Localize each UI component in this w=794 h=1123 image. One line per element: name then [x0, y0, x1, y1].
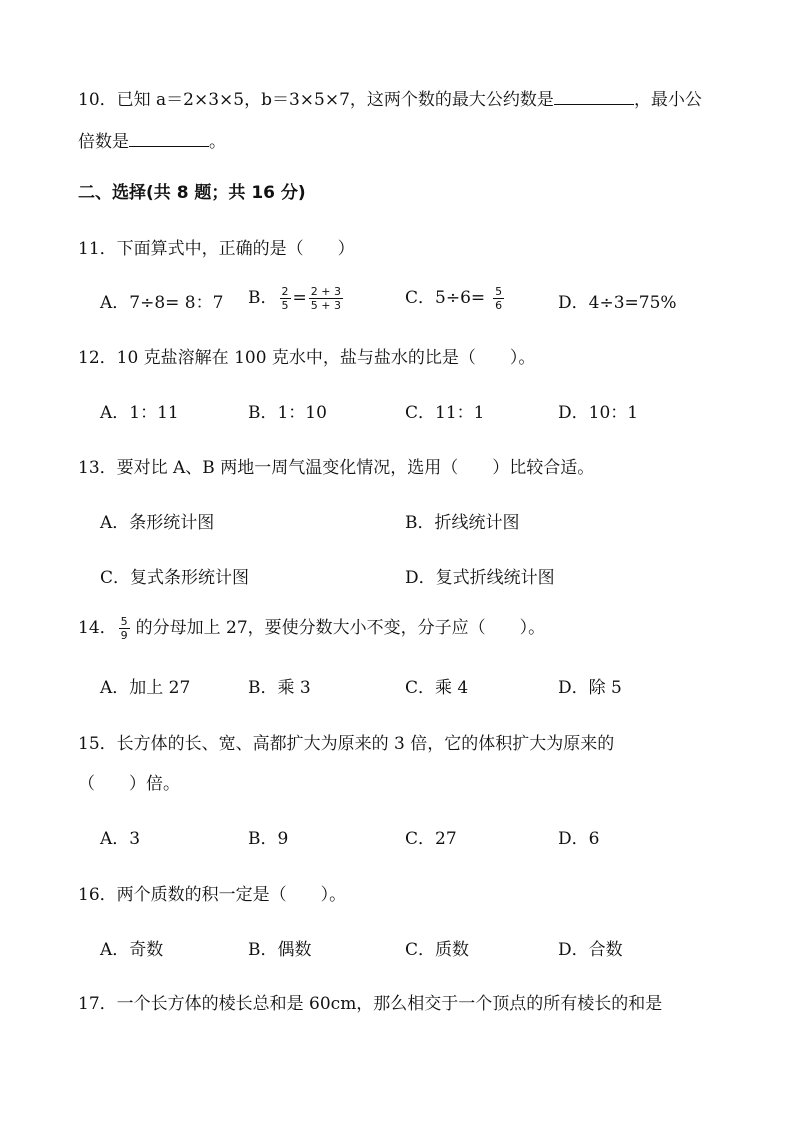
q11-option-b[interactable]	[248, 285, 345, 312]
q11-option-a[interactable]: A．7÷8= 8：7	[100, 293, 224, 313]
q15-option-c[interactable]: C．27	[405, 829, 457, 849]
q10-text-lcm: 倍数是	[78, 132, 129, 152]
q16-option-a[interactable]: A．奇数	[100, 940, 164, 960]
q16-option-c[interactable]: C．质数	[405, 940, 470, 960]
q15-stem-line-2: （ ）倍。	[78, 774, 180, 794]
q14-stem	[78, 615, 545, 642]
equals-sign: =	[292, 288, 307, 308]
q12-stem: 12．10 克盐溶解在 100 克水中，盐与盐水的比是（ ）。	[78, 348, 536, 368]
q12-option-a[interactable]: A．1：11	[100, 403, 179, 423]
q13-option-a[interactable]: A．条形统计图	[100, 513, 215, 533]
q10-line-1	[78, 86, 702, 112]
q10-text-cont: ，最小公	[633, 90, 702, 110]
section-title: 二、选择(共 8 题；共 16 分)	[78, 183, 306, 203]
q15-option-d[interactable]: D．6	[558, 829, 600, 849]
q13-stem: 13．要对比 A、B 两地一周气温变化情况，选用（ ）比较合适。	[78, 458, 595, 478]
q13-option-c[interactable]: C．复式条形统计图	[100, 568, 250, 588]
fraction: $\frac{5}{6}$	[495, 285, 503, 312]
q11-option-b-label: B．	[248, 288, 278, 308]
q16-stem: 16．两个质数的积一定是（ ）。	[78, 885, 347, 905]
q16-option-b[interactable]: B．偶数	[248, 940, 312, 960]
q11-stem: 11．下面算式中，正确的是（ ）	[78, 239, 355, 259]
q14-option-d[interactable]: D．除 5	[558, 678, 622, 698]
q14-number: 14．	[78, 618, 117, 638]
q12-option-b[interactable]: B．1：10	[248, 403, 327, 423]
fraction: $\frac{2}{5}$	[281, 285, 289, 312]
fraction: $\frac{2 + 3}{5 + 3}$	[310, 285, 341, 312]
q14-option-a[interactable]: A．加上 27	[100, 678, 191, 698]
q12-option-d[interactable]: D．10：1	[558, 403, 639, 423]
q10-line-2	[78, 128, 226, 154]
q10-text: 10．已知 a＝2×3×5，b＝3×5×7，这两个数的最大公约数是	[78, 90, 554, 110]
q15-stem-line-1: 15．长方体的长、宽、高都扩大为原来的 3 倍，它的体积扩大为原来的	[78, 734, 615, 754]
fraction: $\frac{5}{9}$	[120, 615, 128, 642]
q14-text: 的分母加上 27，要使分数大小不变，分子应（ ）。	[135, 618, 546, 638]
q12-option-c[interactable]: C．11：1	[405, 403, 485, 423]
q10-period: 。	[209, 132, 226, 152]
q16-option-d[interactable]: D．合数	[558, 940, 623, 960]
q14-option-c[interactable]: C．乘 4	[405, 678, 469, 698]
q11-option-c-label: C．5÷6=	[405, 288, 486, 308]
q13-option-d[interactable]: D．复式折线统计图	[405, 568, 555, 588]
q17-stem: 17．一个长方体的棱长总和是 60cm，那么相交于一个顶点的所有棱长的和是	[78, 994, 663, 1014]
q13-option-b[interactable]: B．折线统计图	[405, 513, 520, 533]
q10-gcd-blank[interactable]	[554, 86, 634, 105]
q10-lcm-blank[interactable]	[129, 128, 209, 147]
q11-option-c[interactable]	[405, 285, 506, 312]
q14-option-b[interactable]: B．乘 3	[248, 678, 311, 698]
q11-option-d[interactable]: D．4÷3=75%	[558, 293, 677, 313]
q15-option-b[interactable]: B．9	[248, 829, 289, 849]
q15-option-a[interactable]: A．3	[100, 829, 141, 849]
